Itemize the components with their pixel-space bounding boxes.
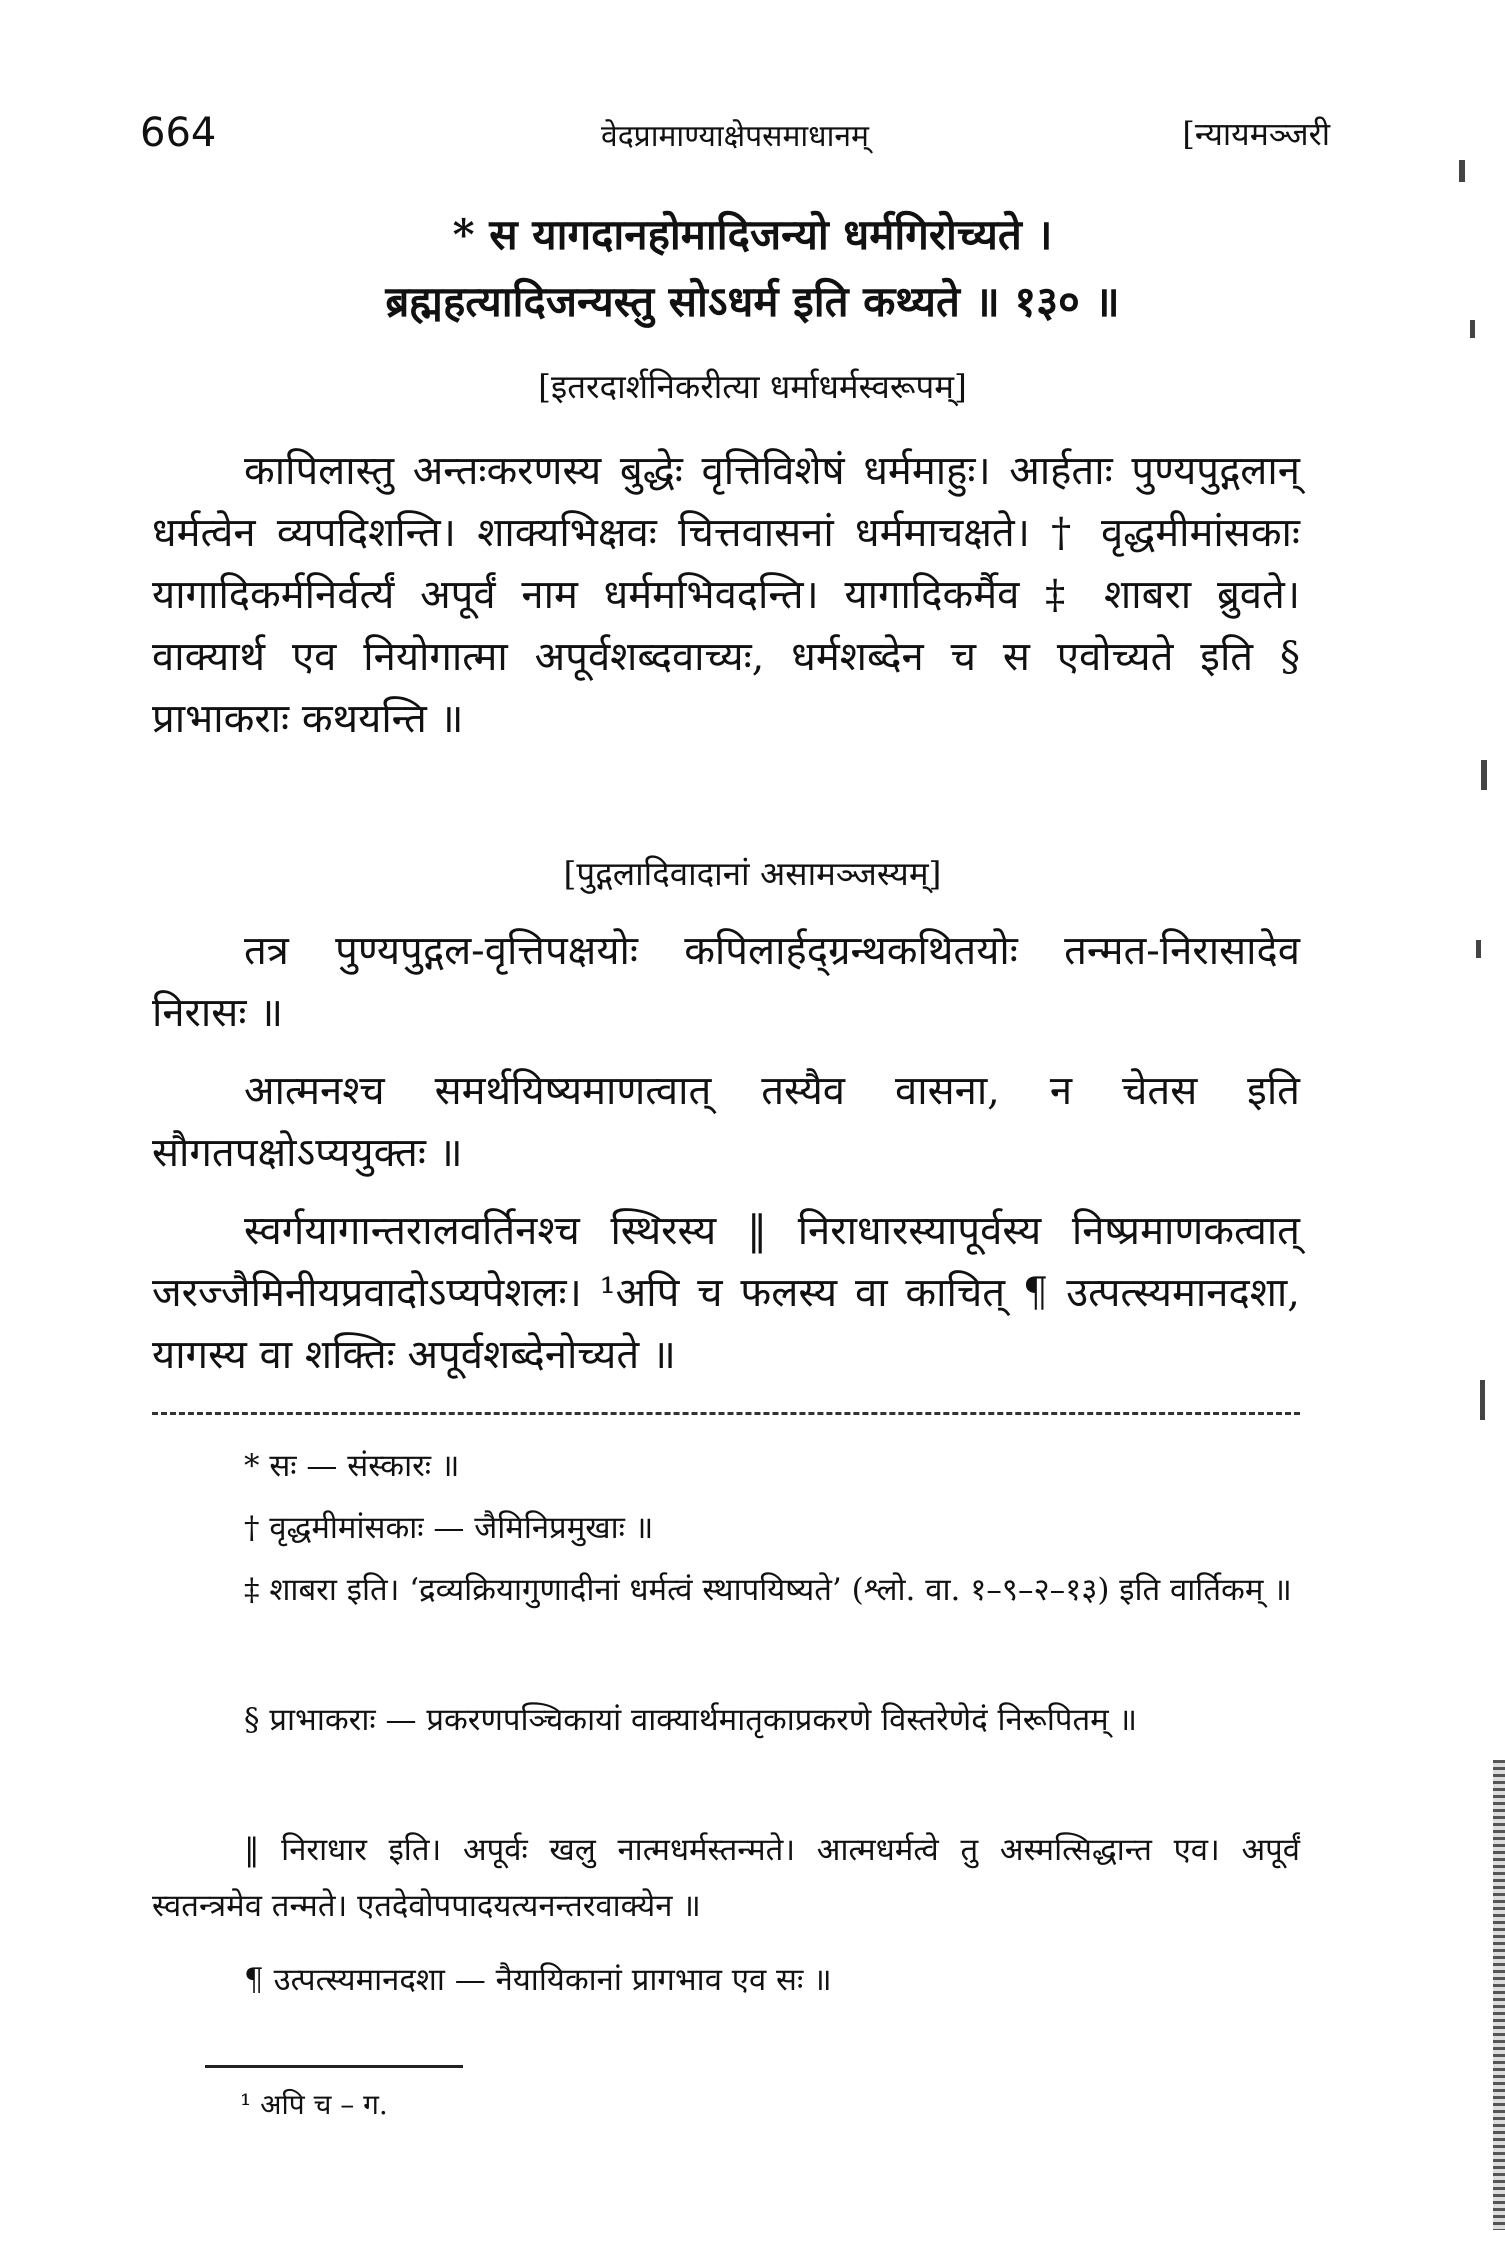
scan-speck (1476, 940, 1481, 958)
variant-note-rule (205, 2065, 463, 2068)
footnote-5: ‖ निराधार इति। अपूर्वः खलु नात्मधर्मस्तन्मते। आत्मधर्मत्वे तु अस्मत्सिद्धान्त एव। अपूर्वं स्वतन्त्रमेव तन्मते। एतदेवोपपादयत्यनन्तरवाक्येन ॥ (152, 1832, 1300, 1924)
paragraph-4: स्वर्गयागान्तरालवर्तिनश्च स्थिरस्य ‖ निराधारस्यापूर्वस्य निष्प्रमाणकत्वात् जरज्जैमिनीयप्रवादोऽप्यपेशलः। ¹अपि च फलस्य वा काचित् ¶ उत्पत्स्यमानदशा, यागस्य वा शक्तिः अपूर्वशब्देनोच्यते ॥ (152, 1208, 1300, 1378)
paragraph-2: तत्र पुण्यपुद्गल-वृत्तिपक्षयोः कपिलार्हद्ग्रन्थकथितयोः तन्मत-निरासादेव निरासः ॥ (152, 928, 1300, 1036)
footnote-6: ¶ उत्पत्स्यमानदशा — नैयायिकानां प्रागभाव एव सः ॥ (244, 1962, 832, 1998)
verse-line-1: * स यागदानहोमादिजन्यो धर्मगिरोच्यते । (452, 210, 1053, 259)
scan-speck (1470, 320, 1475, 338)
scan-speck (1480, 1380, 1485, 1420)
scan-speck (1481, 760, 1487, 790)
section-heading-2: [पुद्गलादिवादानां असामञ्जस्यम्] (563, 854, 942, 893)
book-title: [न्यायमञ्जरी (1182, 115, 1330, 153)
running-title: वेदप्रामाण्याक्षेपसमाधानम् (601, 119, 869, 154)
paragraph-3: आत्मनश्च समर्थयिष्यमाणत्वात् तस्यैव वासना, न चेतस इति सौगतपक्षोऽप्ययुक्तः ॥ (152, 1068, 1300, 1176)
scan-edge-shadow (1493, 1760, 1505, 2230)
footnote-3: ‡ शाबरा इति। ‘द्रव्यक्रियागुणादीनां धर्मत्वं स्थापयिष्यते’ (श्लो. वा. १–९–२–१३) इति वार्तिकम् ॥ (244, 1572, 1292, 1608)
page-header (140, 110, 1330, 170)
verse-line-2: ब्रह्महत्यादिजन्यस्तु सोऽधर्म इति कथ्यते ॥ १३० ॥ (385, 277, 1120, 326)
scan-speck (1459, 160, 1465, 182)
paragraph-1: कापिलास्तु अन्तःकरणस्य बुद्धेः वृत्तिविशेषं धर्ममाहुः। आर्हताः पुण्यपुद्गलान् धर्मत्वेन व्यपदिशन्ति। शाक्यभिक्षवः चित्तवासनां धर्ममाचक्षते। † वृद्धमीमांसकाः यागादिकर्मनिर्वर्त्यं अपूर्वं नाम धर्ममभिवदन्ति। यागादिकर्मैव ‡ शाबरा ब्रुवते। वाक्यार्थ एव नियोगात्मा अपूर्वशब्दवाच्यः, धर्मशब्देन च स एवोच्यते इति § प्राभाकराः कथयन्ति ॥ (152, 448, 1300, 742)
footnote-2: † वृद्धमीमांसकाः — जैमिनिप्रमुखाः ॥ (244, 1510, 654, 1546)
page-number: 664 (140, 110, 217, 156)
footnote-separator (152, 1412, 1300, 1415)
variant-note: ¹ अपि च – ग. (240, 2088, 388, 2121)
footnote-4: § प्राभाकराः — प्रकरणपञ्चिकायां वाक्यार्थमातृकाप्रकरणे विस्तरेणेदं निरूपितम् ॥ (244, 1702, 1138, 1738)
section-heading-1: [इतरदार्शनिकरीत्या धर्माधर्मस्वरूपम्] (538, 367, 967, 406)
footnote-1: * सः — संस्कारः ॥ (244, 1448, 460, 1484)
